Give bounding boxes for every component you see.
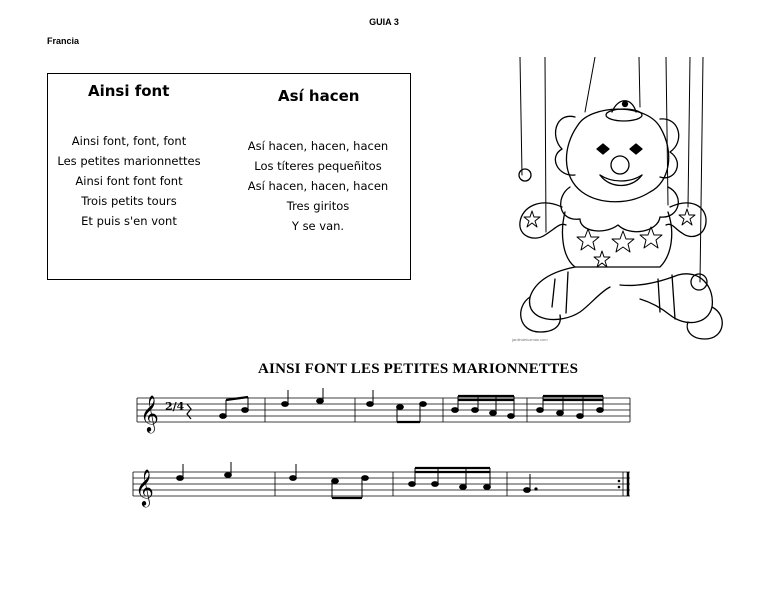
staff-line-2 [133, 472, 630, 496]
lyric-line: Y se van. [291, 219, 345, 233]
lyric-line: Les petites marionnettes [57, 154, 201, 168]
lyrics-box [47, 73, 411, 280]
staff-line-1 [137, 398, 630, 422]
notes-line-1 [220, 388, 604, 422]
lyric-line: Et puis s'en vont [81, 214, 177, 228]
illustration-credit: jardindeluzmas.com [512, 337, 548, 342]
country-label: Francia [47, 36, 80, 46]
repeat-dot [618, 480, 621, 483]
repeat-dot [618, 486, 621, 489]
lyric-line: Ainsi font font font [75, 174, 183, 188]
quarter-rest-icon [187, 404, 191, 419]
treble-clef-icon: 𝄞 [135, 468, 154, 506]
french-song-title: Ainsi font [88, 82, 170, 100]
french-lyrics [54, 131, 204, 231]
clown-puppet-illustration [500, 57, 735, 342]
spanish-lyrics [244, 136, 392, 236]
lyric-line: Tres giritos [286, 199, 350, 213]
spanish-song-title: Así hacen [278, 87, 360, 105]
treble-clef-icon: 𝄞 [140, 394, 159, 432]
score-title: AINSI FONT LES PETITES MARIONNETTES [258, 361, 579, 377]
time-signature-top: 2/4 [165, 400, 185, 413]
sheet-music [125, 380, 635, 520]
lyric-line: Así hacen, hacen, hacen [247, 179, 389, 193]
guide-title: GUIA 3 [369, 17, 399, 27]
lyric-line: Así hacen, hacen, hacen [247, 139, 389, 153]
lyric-line: Ainsi font, font, font [71, 134, 187, 148]
notes-line-2 [177, 462, 537, 498]
lyric-line: Los títeres pequeñitos [254, 159, 382, 173]
lyric-line: Trois petits tours [81, 194, 177, 208]
